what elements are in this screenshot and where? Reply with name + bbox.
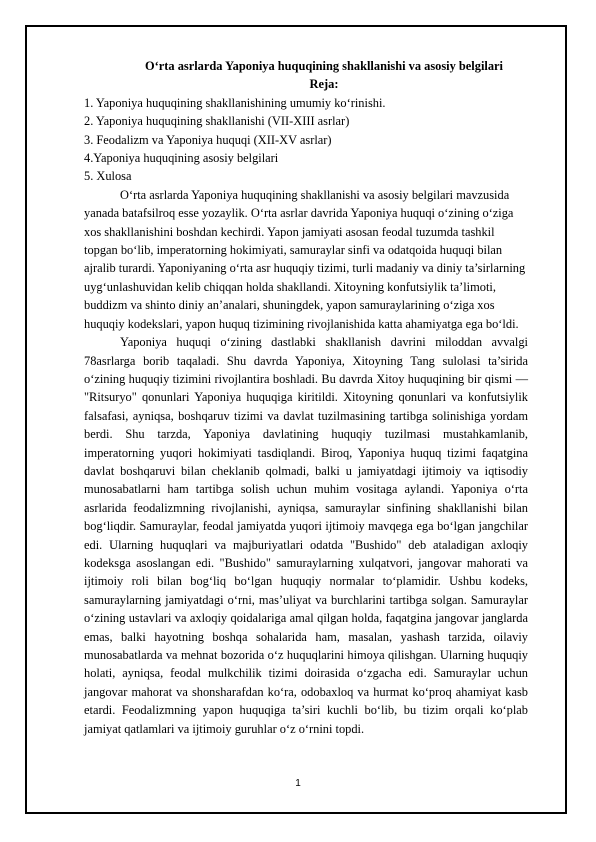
plan-item-3: 3. Feodalizm va Yaponiya huquqi (XII-XV asrlar) — [84, 132, 332, 147]
plan-item-4: 4.Yaponiya huquqining asosiy belgilari — [84, 151, 279, 166]
plan-item-5: 5. Xulosa — [84, 169, 132, 184]
intro-paragraph: O‘rta asrlarda Yaponiya huquqining shakllanishi va asosiy belgilari mavzusida yanada batafsilroq esse yozaylik. O‘rta asrlar davrida Yaponiya huquqi o‘zining o‘ziga xos shakllanishini boshdan kechirdi. Yapon jamiyati asosan feodal tuzumda tashkil topgan bo‘lib, imperatorning hokimiyati, samuraylar sinfi va odatqoida huquqi bilan ajralib turardi. Yaponiyaning o‘rta asr huquqiy tizimi, turli madaniy va diniy ta’sirlarning uyg‘unlashuvidan kelib chiqqan holda shakllandi. Xitoyning konfutsiylik ta’limoti, buddizm va shinto diniy an’analari, shuningdek, yapon samuraylarining o‘ziga xos huquqiy kodekslari, yapon huquq tizimining rivojlanishida katta ahamiyatga ega bo‘ldi. — [84, 187, 526, 331]
plan-heading: Reja: — [309, 77, 339, 92]
document-title: O‘rta asrlarda Yaponiya huquqining shakllanishi va asosiy belgilari — [145, 59, 503, 73]
document-body — [84, 57, 528, 738]
plan-item-1: 1. Yaponiya huquqining shakllanishining umumiy ko‘rinishi. — [84, 95, 386, 110]
main-paragraph: Yaponiya huquqi o‘zining dastlabki shakllanish davrini miloddan avvalgi 78asrlarga borib taqaladi. Shu davrda Yaponiya, Xitoyning Tang sulolasi ta’sirida o‘zining huquqiy tizimini rivojlantira boshladi. Bu davrda Xitoy huquqining bir qismi — "Ritsuryo" qonunlari Yaponiya huquqiga kiritildi. Xitoyning qonunlari va konfutsiylik falsafasi, ayniqsa, boshqaruv tizimi va davlat tuzilmasining tartibga solinishiga yordam berdi. Shu tarzda, Yaponiya davlatining huquqiy tuzilmasi mustahkamlanib, imperatorning yuqori hokimiyati tasdiqlandi. Biroq, Yaponiya huquq tizimi faqatgina davlat boshqaruvi bilan cheklanib qolmadi, balki u jamiyatdagi ijtimoiy va iqtisodiy munosabatlarni ham tartibga solish uchun muhim vositaga aylandi. Yaponiya o‘rta asrlarida feodalizmning rivojlanishi, ayniqsa, samuraylar sinfining shakllanishi bilan bog‘liqdir. Samuraylar, feodal jamiyatda yuqori ijtimoiy mavqega ega bo‘lgan jangchilar edi. Ularning huquqlari va majburiyatlari odatda "Bushido" deb ataladigan axloqiy kodeksga asoslangan edi. "Bushido" samuraylarning xulqatvori, jangovar mahorati va ijtimoiy roli bilan bog‘liq bo‘lgan huquqiy normalar to‘plamidir. Ushbu kodeks, samuraylarning jamiyatdagi o‘rni, mas’uliyat va burchlarini tartibga solgan. Samuraylar o‘zining ustavlari va axloqiy qoidalariga amal qilgan holda, faqatgina jangovar janglarda emas, balki hayotning boshqa sohalarida ham, masalan, yashash tarzida, oilaviy munosabatlarda va mehnat bozorida o‘z huquqlarini himoya qilishgan. Ularning huquqiy holati, ayniqsa, feodal mulkchilik tizimi doirasida o‘zgacha edi. Samuraylar uchun jangovar mahorat va shonsharafdan ko‘ra, odobaxloq va hurmat ko‘proq ahamiyat kasb etardi. Feodalizmning yapon huquqiga ta’siri kuchli bo‘lib, bu tizim orqali ko‘plab jamiyat qatlamlari va ijtimoiy guruhlar o‘z o‘rnini topdi. — [84, 335, 528, 736]
page-number: 1 — [295, 778, 301, 789]
plan-item-2: 2. Yaponiya huquqining shakllanishi (VII-XIII asrlar) — [84, 114, 350, 129]
